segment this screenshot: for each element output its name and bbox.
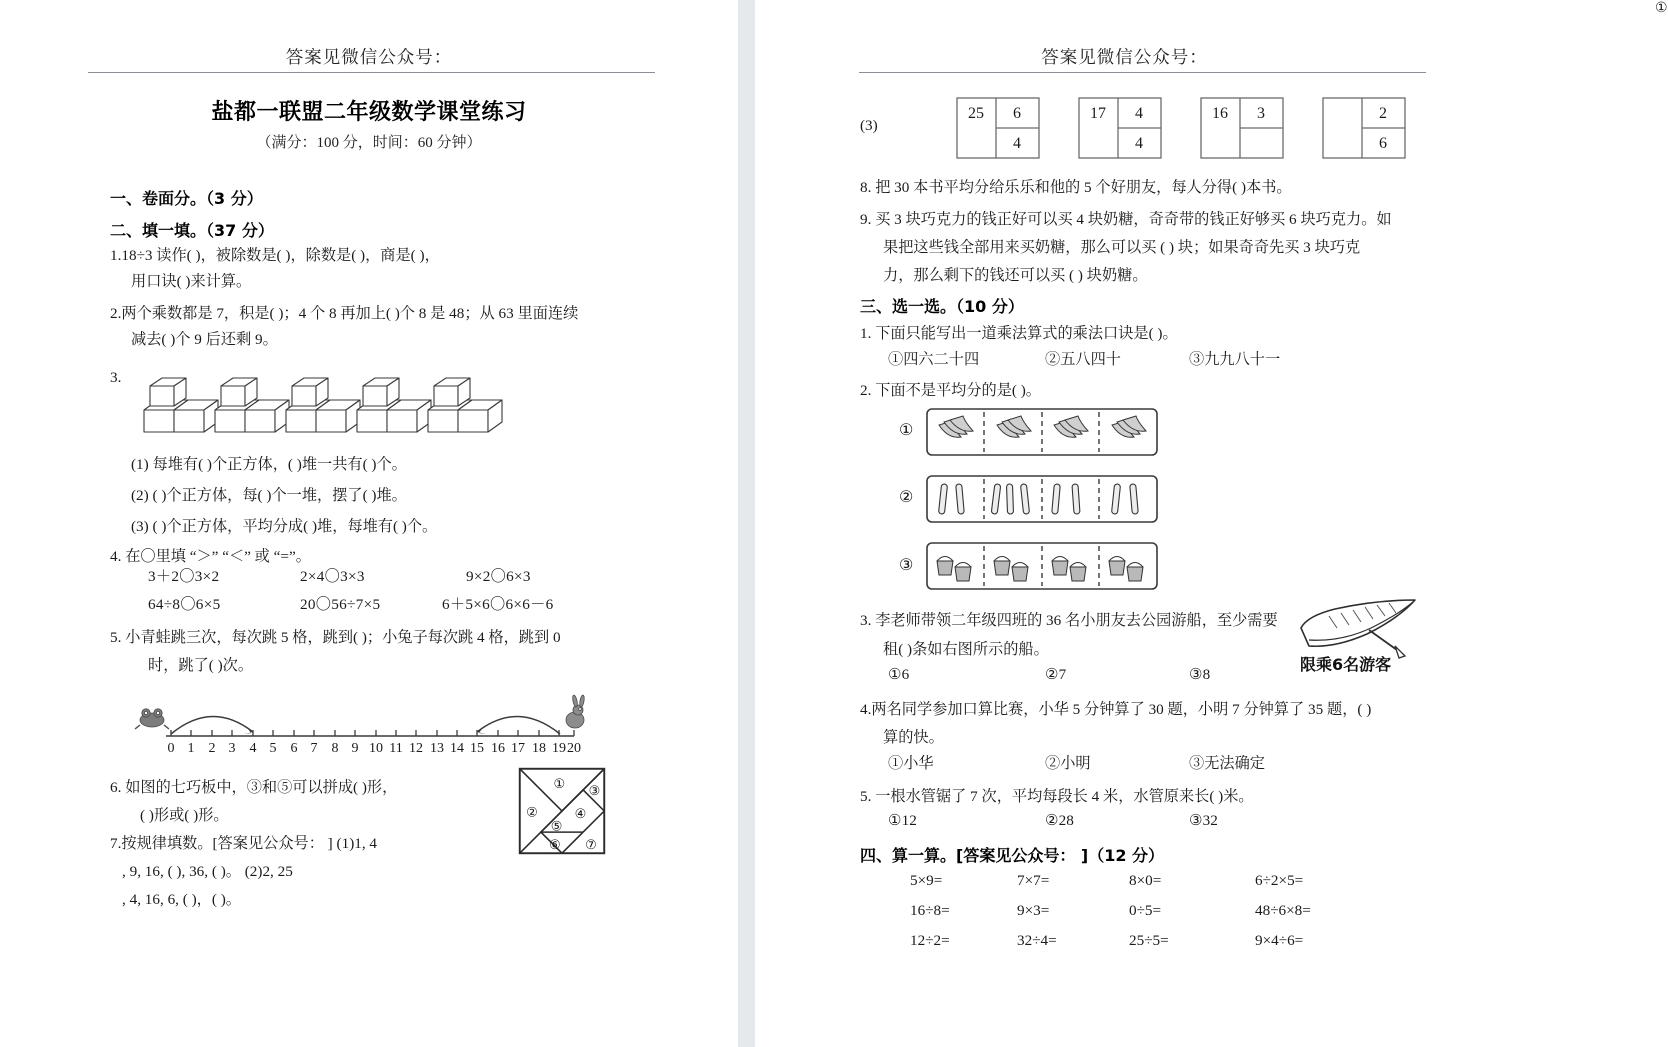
- choice-q4-line2: 算的快。: [883, 729, 944, 746]
- compare-expr-4: 64÷8〇6×5: [148, 596, 221, 613]
- number-line-tick: 7: [310, 741, 318, 756]
- calc-r2-c0: 12÷2=: [910, 932, 950, 949]
- fill-q7-line2: , 9, 16, ( ), 36, ( )。 (2)2, 25: [122, 863, 293, 880]
- svg-text:⑤: ⑤: [550, 818, 563, 834]
- svg-text:⑦: ⑦: [585, 836, 597, 852]
- division-box-cell: 4: [1135, 105, 1143, 122]
- svg-text:②: ②: [899, 489, 914, 506]
- choice-q3-option-2: ②7: [1045, 666, 1067, 683]
- fill-q8: 8. 把 30 本书平均分给乐乐和他的 5 个好朋友，每人分得( )本书。: [860, 179, 1292, 196]
- choice-q1-option-3: ③九九八十一: [1189, 351, 1281, 368]
- calc-r1-c2: 0÷5=: [1129, 902, 1162, 919]
- number-line-tick: 8: [331, 741, 339, 756]
- calc-r1-c3: 48÷6×8=: [1255, 902, 1311, 919]
- calc-r2-c3: 9×4÷6=: [1255, 932, 1304, 949]
- page-header-note-right: 答案见微信公众号：: [1041, 47, 1208, 67]
- fill-q2-line1: 2.两个乘数都是 7，积是( )；4 个 8 再加上( )个 8 是 48；从 63 里面连续: [110, 305, 579, 322]
- box-row-label: (3): [860, 117, 878, 134]
- choice-q3-option-1: ①6: [888, 666, 910, 683]
- division-box-cell: 4: [1013, 135, 1021, 152]
- number-line-illustration: [130, 692, 600, 754]
- choice-q5-option-2: ②28: [1045, 812, 1074, 829]
- fill-q9-line2: 果把这些钱全部用来买奶糖，那么可以买 ( ) 块；如果奇奇先买 3 块巧克: [883, 239, 1361, 256]
- number-line-tick: 17: [511, 741, 525, 756]
- fill-q6-line1: 6. 如图的七巧板中，③和⑤可以拼成( )形，: [110, 779, 398, 796]
- choice-q1: 1. 下面只能写出一道乘法算式的乘法口诀是( )。: [860, 325, 1178, 342]
- division-box-cell: 16: [1212, 105, 1228, 122]
- choice-q3-option-3: ③8: [1189, 666, 1211, 683]
- picture-label-1: ①: [1655, 1, 1668, 16]
- svg-text:④: ④: [574, 806, 587, 822]
- compare-expr-1: 3＋2〇3×2: [148, 568, 220, 585]
- choice-q4-option-1: ①小华: [888, 755, 934, 772]
- number-line-tick: 9: [351, 741, 359, 756]
- number-line-tick: 3: [228, 741, 236, 756]
- page-right: [755, 0, 1668, 1047]
- number-line-tick: 11: [389, 741, 403, 756]
- choice-q5-option-3: ③32: [1189, 812, 1218, 829]
- calc-r0-c0: 5×9=: [910, 872, 943, 889]
- number-line-tick: 18: [532, 741, 546, 756]
- fill-q1-line2: 用口诀( )来计算。: [131, 273, 252, 290]
- svg-text:②: ②: [526, 804, 538, 820]
- choice-q5: 5. 一根水管锯了 7 次，平均每段长 4 米，水管原来长( )米。: [860, 788, 1254, 805]
- frog-icon: [135, 709, 169, 729]
- fill-q3-sub2: (2) ( )个正方体，每( )个一堆，摆了( )堆。: [131, 487, 407, 504]
- fill-q3-sub3: (3) ( )个正方体，平均分成( )堆，每堆有( )个。: [131, 518, 438, 535]
- number-line-tick: 4: [249, 741, 257, 756]
- number-line-tick: 16: [491, 741, 505, 756]
- division-box-cell: 25: [968, 105, 984, 122]
- fill-q5-line2: 时，跳了( )次。: [148, 657, 254, 674]
- number-line-tick: 5: [269, 741, 277, 756]
- fill-q5-line1: 5. 小青蛙跳三次，每次跳 5 格，跳到( )；小兔子每次跳 4 格，跳到 0: [110, 629, 561, 646]
- page-left: [0, 0, 738, 1047]
- number-line-tick: 2: [208, 741, 216, 756]
- choice-q4-line1: 4.两名同学参加口算比赛，小华 5 分钟算了 30 题，小明 7 分钟算了 35 题，( ): [860, 701, 1372, 718]
- choice-q1-option-1: ①四六二十四: [888, 351, 980, 368]
- division-box-cell: 2: [1379, 105, 1387, 122]
- section-heading-4: 四、算一算。[答案见公众号： ]（12 分）: [860, 846, 1165, 865]
- number-line-tick: 0: [167, 741, 175, 756]
- fill-q4: 4. 在〇里填 “＞” “＜” 或 “=”。: [110, 548, 311, 565]
- choice-q5-option-1: ①12: [888, 812, 917, 829]
- number-line-tick: 10: [369, 741, 383, 756]
- page-divider: [738, 0, 755, 1047]
- compare-expr-2: 2×4〇3×3: [300, 568, 365, 585]
- calc-r0-c1: 7×7=: [1017, 872, 1050, 889]
- number-line-tick: 14: [450, 741, 464, 756]
- tangram-diagram: [518, 767, 606, 855]
- number-line-tick: 15: [470, 741, 484, 756]
- fill-q2-line2: 减去( )个 9 后还剩 9。: [131, 331, 278, 348]
- division-box-cell: 6: [1379, 135, 1387, 152]
- choice-q4-option-2: ②小明: [1045, 755, 1091, 772]
- grouping-pictures: [895, 405, 1225, 595]
- rabbit-icon: [566, 695, 585, 728]
- fill-q3-number: 3.: [110, 369, 122, 386]
- page-title: 盐都一联盟二年级数学课堂练习: [211, 99, 527, 125]
- fill-q7-line1: 7.按规律填数。[答案见公众号： ] (1)1, 4: [110, 835, 378, 852]
- division-box-cell: 4: [1135, 135, 1143, 152]
- compare-expr-5: 20〇56÷7×5: [300, 596, 381, 613]
- svg-text:①: ①: [899, 422, 914, 439]
- section-heading-2: 二、填一填。（37 分）: [110, 221, 274, 240]
- svg-text:⑥: ⑥: [549, 836, 561, 852]
- section-heading-1: 一、卷面分。（3 分）: [110, 189, 263, 208]
- division-box-cell: 6: [1013, 105, 1021, 122]
- calc-r1-c0: 16÷8=: [910, 902, 950, 919]
- calc-r0-c3: 6÷2×5=: [1255, 872, 1304, 889]
- division-box-cell: 17: [1090, 105, 1106, 122]
- fill-q9-line3: 力，那么剩下的钱还可以买 ( ) 块奶糖。: [883, 267, 1148, 284]
- svg-text:③: ③: [588, 783, 601, 799]
- number-line-tick: 1: [187, 741, 195, 756]
- section-heading-3: 三、选一选。（10 分）: [860, 297, 1024, 316]
- number-line-tick: 12: [409, 741, 423, 756]
- number-line-tick: 6: [290, 741, 298, 756]
- compare-expr-3: 9×2〇6×3: [466, 568, 531, 585]
- number-line-tick: 19: [552, 741, 566, 756]
- header-rule-right: [859, 72, 1426, 73]
- calc-r2-c2: 25÷5=: [1129, 932, 1169, 949]
- page-header-note-left: 答案见微信公众号：: [285, 47, 453, 67]
- number-line-tick: 20: [567, 741, 581, 756]
- boat-caption: 限乘6名游客: [1300, 655, 1392, 674]
- page-subtitle: （满分：100 分，时间：60 分钟）: [256, 135, 482, 151]
- number-line-tick: 13: [430, 741, 444, 756]
- choice-q1-option-2: ②五八四十: [1045, 351, 1121, 368]
- division-box-cell: 3: [1257, 105, 1265, 122]
- choice-q3-line1: 3. 李老师带领二年级四班的 36 名小朋友去公园游船，至少需要: [860, 612, 1278, 629]
- calc-r0-c2: 8×0=: [1129, 872, 1162, 889]
- calc-r1-c1: 9×3=: [1017, 902, 1050, 919]
- compare-expr-6: 6＋5×6〇6×6－6: [442, 596, 554, 613]
- choice-q3-line2: 租( )条如右图所示的船。: [883, 641, 1049, 658]
- svg-text:①: ①: [553, 776, 566, 792]
- choice-q4-option-3: ③无法确定: [1189, 755, 1265, 772]
- calc-r2-c1: 32÷4=: [1017, 932, 1057, 949]
- fill-q3-sub1: (1) 每堆有( )个正方体，( )堆一共有( )个。: [131, 456, 407, 473]
- header-rule-left: [88, 72, 655, 73]
- choice-q2: 2. 下面不是平均分的是( )。: [860, 382, 1041, 399]
- svg-text:③: ③: [899, 557, 914, 574]
- fill-q7-line3: , 4, 16, 6, ( )，( )。: [122, 891, 241, 908]
- fill-q9-line1: 9. 买 3 块巧克力的钱正好可以买 4 块奶糖，奇奇带的钱正好够买 6 块巧克力。如: [860, 211, 1392, 228]
- cube-stacks-illustration: [140, 378, 490, 440]
- fill-q1-line1: 1.18÷3 读作( )，被除数是( )，除数是( )，商是( )，: [110, 247, 440, 264]
- division-box-row: [955, 96, 1425, 160]
- fill-q6-line2: ( )形或( )形。: [140, 807, 229, 824]
